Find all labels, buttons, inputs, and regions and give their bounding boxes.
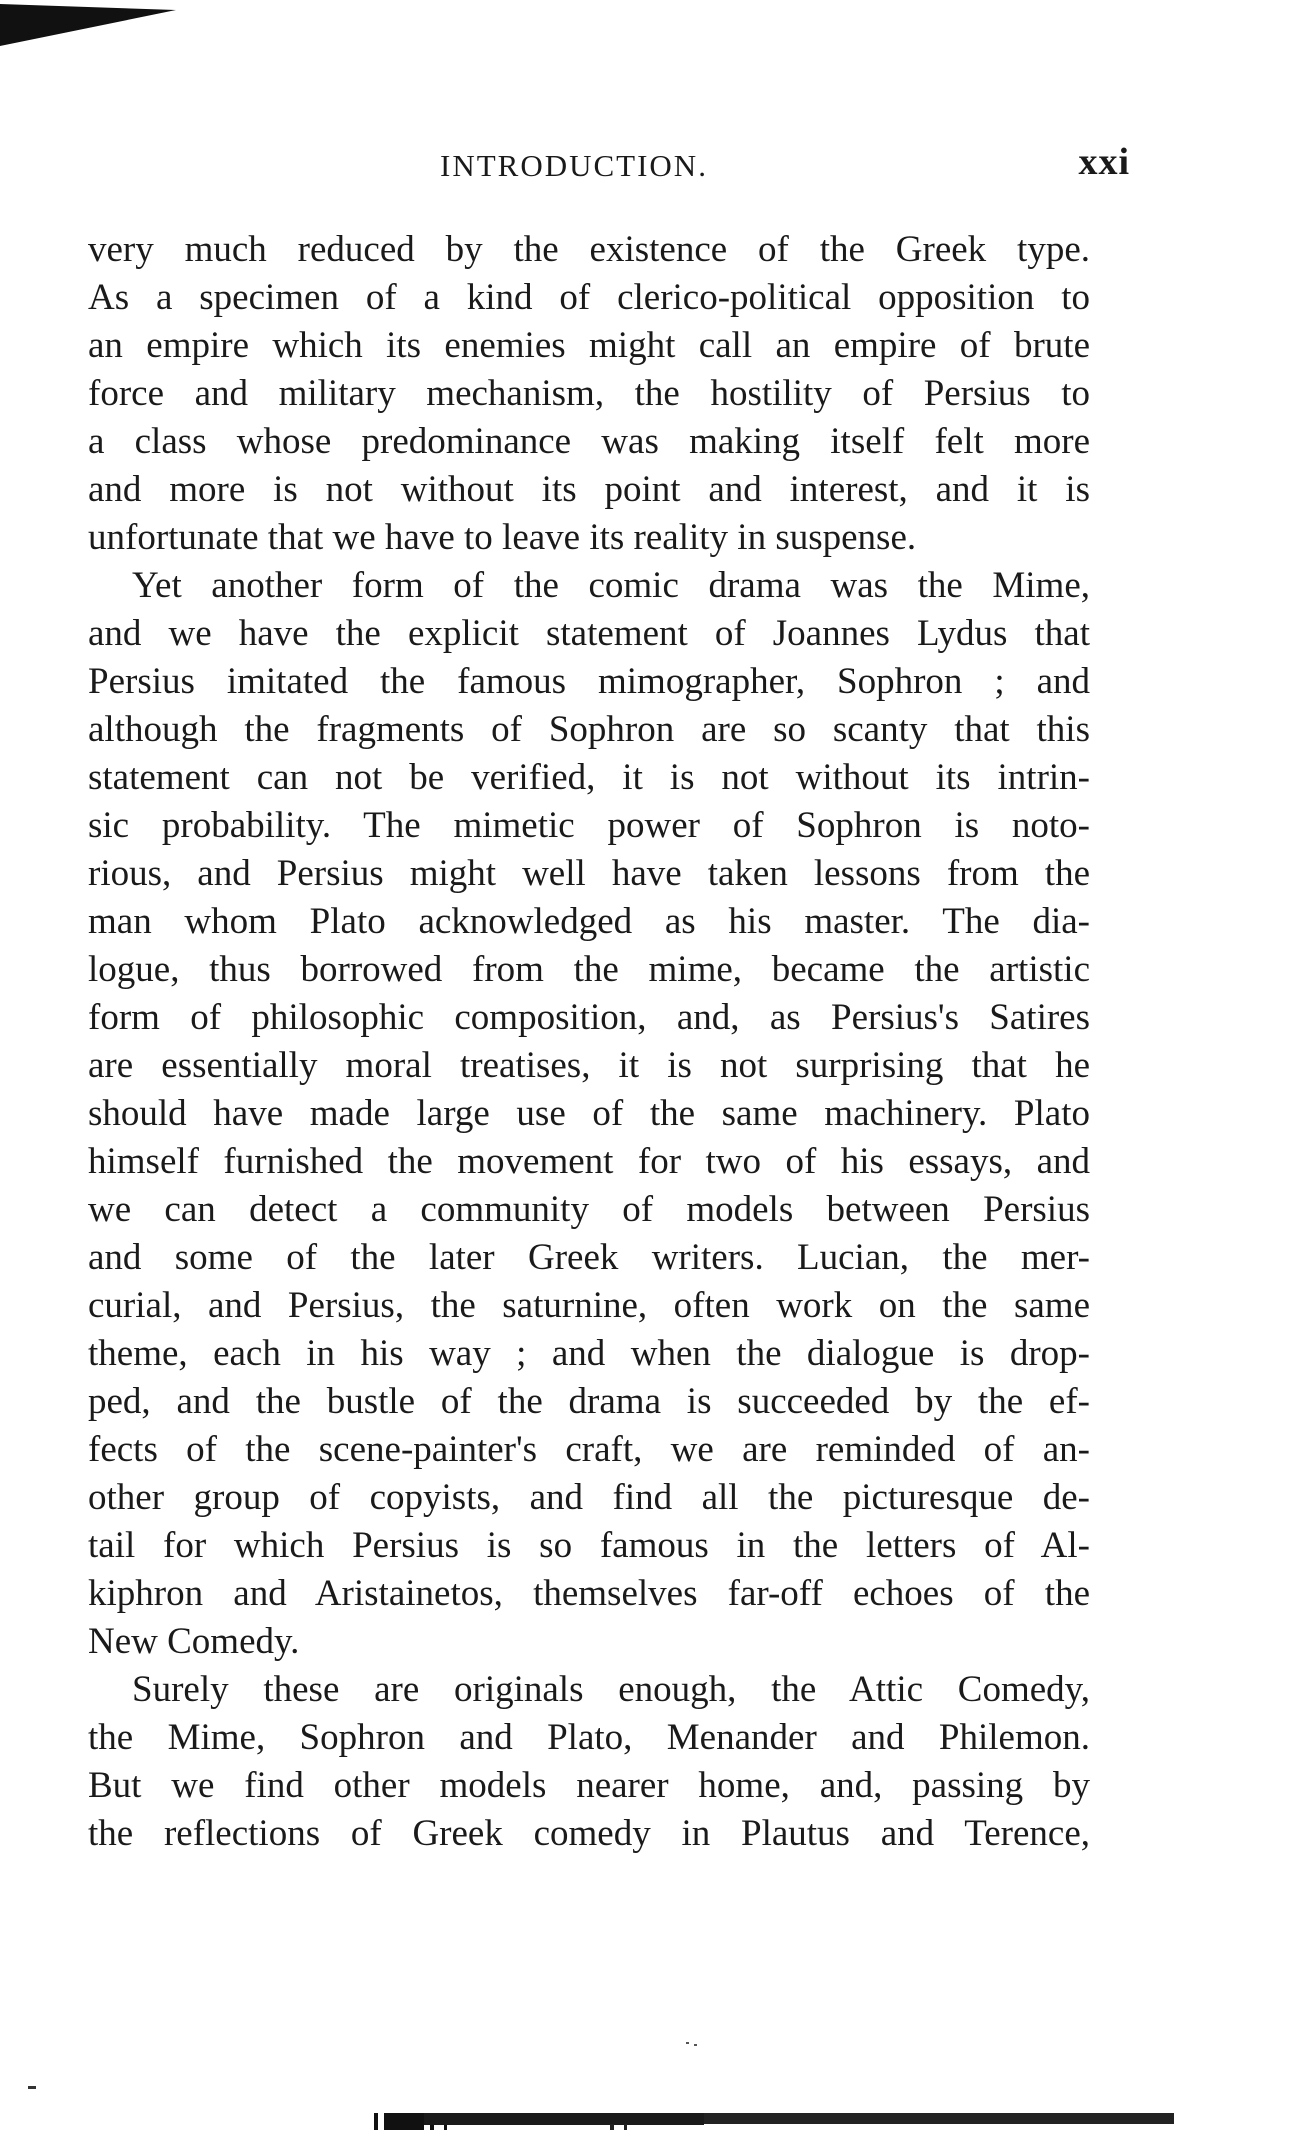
text-line: an empire which its enemies might call an empire of brute [88, 325, 1090, 366]
running-head [440, 140, 1130, 190]
text-line: tail for which Persius is so famous in the letters of Al- [88, 1525, 1090, 1566]
text-line: Surely these are originals enough, the Attic Comedy, [132, 1669, 1090, 1710]
text-line: other group of copyists, and find all the picturesque de- [88, 1477, 1090, 1518]
text-line: logue, thus borrowed from the mime, became the artistic [88, 949, 1090, 990]
text-line: Yet another form of the comic drama was the Mime, [132, 565, 1090, 606]
text-line: we can detect a community of models between Persius [88, 1189, 1090, 1230]
text-line: fects of the scene-painter's craft, we are reminded of an- [88, 1429, 1090, 1470]
text-line: New Comedy. [88, 1621, 300, 1662]
text-line: a class whose predominance was making itself felt more [88, 421, 1090, 462]
body-text [88, 226, 1090, 1858]
text-line: man whom Plato acknowledged as his master. The dia- [88, 901, 1090, 942]
text-line: ped, and the bustle of the drama is succeeded by the ef- [88, 1381, 1090, 1422]
text-line: Persius imitated the famous mimographer, Sophron ; and [88, 661, 1090, 702]
scan-corner-mark [0, 0, 180, 50]
text-line: and more is not without its point and interest, and it is [88, 469, 1090, 510]
page-number: xxi [1078, 141, 1130, 183]
running-title: INTRODUCTION. [440, 148, 708, 183]
text-line: sic probability. The mimetic power of Sophron is noto- [88, 805, 1090, 846]
text-line: are essentially moral treatises, it is not surprising that he [88, 1045, 1090, 1086]
text-line: As a specimen of a kind of clerico-political opposition to [88, 277, 1090, 318]
text-line: very much reduced by the existence of the Greek type. [88, 229, 1090, 270]
text-line: curial, and Persius, the saturnine, often work on the same [88, 1285, 1090, 1326]
text-line: and some of the later Greek writers. Lucian, the mer- [88, 1237, 1090, 1278]
text-line: statement can not be verified, it is not without its intrin- [88, 757, 1090, 798]
text-line: kiphron and Aristainetos, themselves far-off echoes of the [88, 1573, 1090, 1614]
text-line: form of philosophic composition, and, as Persius's Satires [88, 997, 1090, 1038]
text-line: himself furnished the movement for two of his essays, and [88, 1141, 1090, 1182]
text-line: theme, each in his way ; and when the dialogue is drop- [88, 1333, 1090, 1374]
text-line: unfortunate that we have to leave its reality in suspense. [88, 517, 917, 558]
scan-edge-marks [0, 2000, 1297, 2130]
text-line: although the fragments of Sophron are so scanty that this [88, 709, 1090, 750]
text-line: the reflections of Greek comedy in Plautus and Terence, [88, 1813, 1090, 1854]
text-line: and we have the explicit statement of Joannes Lydus that [88, 613, 1090, 654]
text-line: rious, and Persius might well have taken lessons from the [88, 853, 1090, 894]
text-line: But we find other models nearer home, and, passing by [88, 1765, 1090, 1806]
text-line: force and military mechanism, the hostility of Persius to [88, 373, 1090, 414]
text-line: the Mime, Sophron and Plato, Menander and Philemon. [88, 1717, 1090, 1758]
text-line: should have made large use of the same machinery. Plato [88, 1093, 1090, 1134]
